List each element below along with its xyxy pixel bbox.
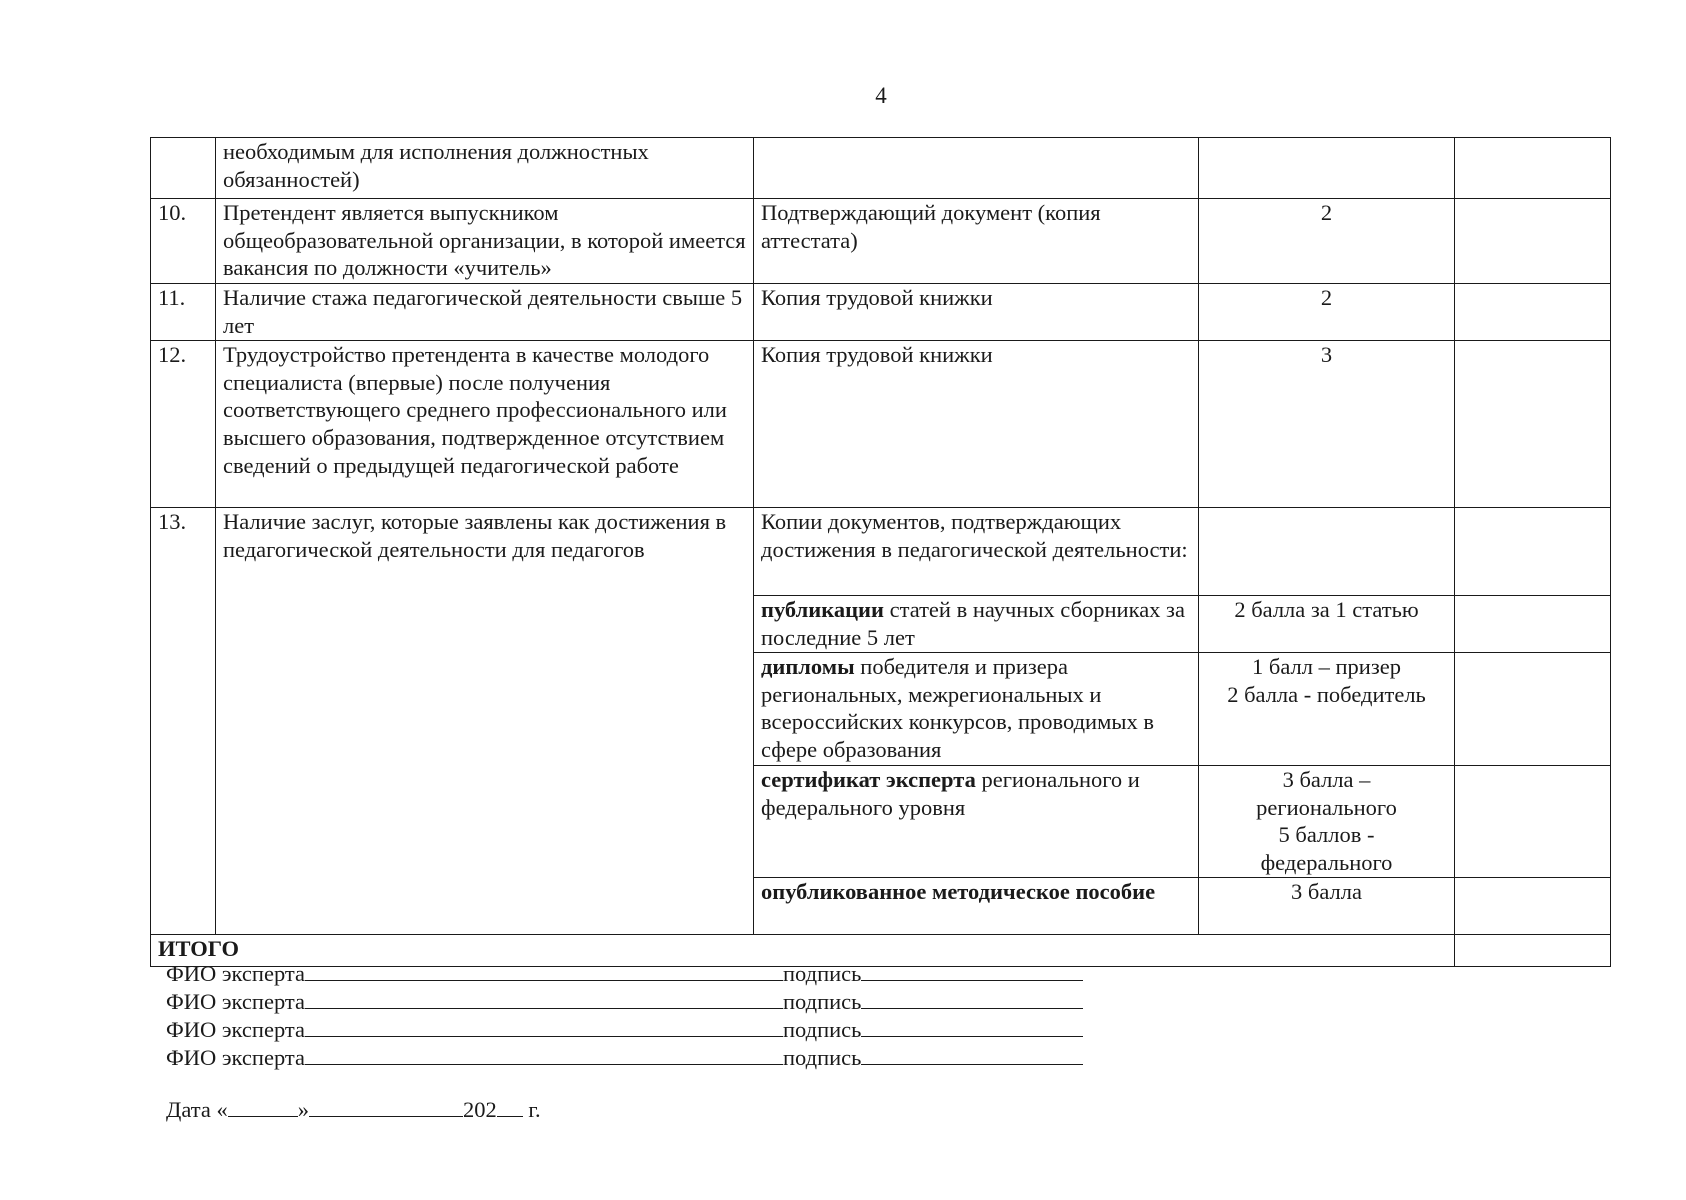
points-line: 2 балла за 1 статью [1234,597,1419,622]
document-text [754,766,1199,878]
criterion-text: Трудоустройство претендента в качестве молодого специалиста (впервые) после получения соответствующего среднего профессионального или высшего образования, подтвержденное отсутствием сведений о предыдущей педагогической работе [216,341,754,508]
document-text [754,596,1199,653]
date-suffix: г. [522,1097,541,1122]
document-text [754,878,1199,935]
expert-label: ФИО эксперта [166,1045,305,1070]
criterion-text: Претендент является выпускником общеобразовательной организации, в которой имеется вакансия по должности «учитель» [216,199,754,284]
expert-label: ФИО эксперта [166,1017,305,1042]
points-text [1199,138,1455,199]
document-text [754,653,1199,766]
document-keyword: дипломы [761,654,855,679]
criterion-text: необходимым для исполнения должностных обязанностей) [216,138,754,199]
document-detail: победителя и призера региональных, межрегиональных и всероссийских конкурсов, проводимых в сфере образования [761,654,1154,763]
document-detail: регионального и федерального уровня [761,767,1140,820]
expert-name-field[interactable] [305,1017,783,1037]
points-line: 2 балла - победитель [1227,681,1426,707]
expert-name-field[interactable] [305,989,783,1009]
signature-line [166,1016,1083,1044]
points-text [1199,508,1455,596]
sign-label: подпись [783,1045,862,1070]
points-text: 2 [1199,199,1455,284]
score-cell [1455,341,1611,508]
row-number: 13. [151,508,216,935]
points-line: федерального [1260,850,1393,876]
points-text: 3 [1199,341,1455,508]
points-line: 3 балла – [1282,767,1371,792]
criteria-table [150,137,1611,967]
expert-label: ФИО эксперта [166,961,305,986]
date-prefix: Дата « [166,1097,228,1122]
points-text: 2 [1199,284,1455,341]
signature-field[interactable] [861,961,1083,981]
table-row [151,199,1611,284]
table-row [151,341,1611,508]
document-text: Подтверждающий документ (копия аттестата) [754,199,1199,284]
points-text [1199,596,1455,653]
points-line: 3 балла [1291,879,1362,904]
points-line: 1 балл – призер [1252,654,1401,679]
signature-field[interactable] [861,1017,1083,1037]
signature-line [166,960,1083,988]
score-cell [1455,878,1611,935]
total-label: ИТОГО [151,935,1455,967]
signature-field[interactable] [861,989,1083,1009]
date-day-field[interactable] [228,1097,298,1117]
table-row [151,284,1611,341]
date-year-field[interactable] [497,1097,523,1117]
total-score-cell [1455,935,1611,967]
points-text [1199,653,1455,766]
signature-field[interactable] [861,1045,1083,1065]
points-text [1199,878,1455,935]
table-row [151,508,1611,596]
sign-label: подпись [783,989,862,1014]
expert-name-field[interactable] [305,961,783,981]
score-cell [1455,199,1611,284]
sign-label: подпись [783,961,862,986]
signature-block [166,960,1083,1072]
document-text: Копии документов, подтверждающих достижения в педагогической деятельности: [754,508,1199,596]
date-month-field[interactable] [309,1097,463,1117]
document-text: Копия трудовой книжки [754,341,1199,508]
document-text: Копия трудовой книжки [754,284,1199,341]
row-number: 10. [151,199,216,284]
table-row [151,138,1611,199]
score-cell [1455,596,1611,653]
signature-line [166,1044,1083,1072]
document-detail: статей в научных сборниках за последние 5 лет [761,597,1185,650]
criterion-text: Наличие заслуг, которые заявлены как достижения в педагогической деятельности для педагогов [216,508,754,935]
points-line: 5 баллов - [1278,822,1375,848]
score-cell [1455,284,1611,341]
row-number: 11. [151,284,216,341]
criterion-text: Наличие стажа педагогической деятельности свыше 5 лет [216,284,754,341]
document-keyword: опубликованное методическое пособие [761,879,1156,904]
document-keyword: публикации [761,597,884,622]
document-keyword: сертификат эксперта [761,767,976,792]
row-number: 12. [151,341,216,508]
date-year: 202 [462,1097,497,1122]
expert-name-field[interactable] [305,1045,783,1065]
signature-line [166,988,1083,1016]
score-cell [1455,508,1611,596]
sign-label: подпись [783,1017,862,1042]
expert-label: ФИО эксперта [166,989,305,1014]
document-text [754,138,1199,199]
page-number: 4 [875,83,887,108]
points-text [1199,766,1455,878]
row-number [151,138,216,199]
points-line: регионального [1256,794,1397,820]
score-cell [1455,653,1611,766]
score-cell [1455,766,1611,878]
date-line [166,1096,541,1124]
score-cell [1455,138,1611,199]
date-middle: » [297,1097,309,1122]
